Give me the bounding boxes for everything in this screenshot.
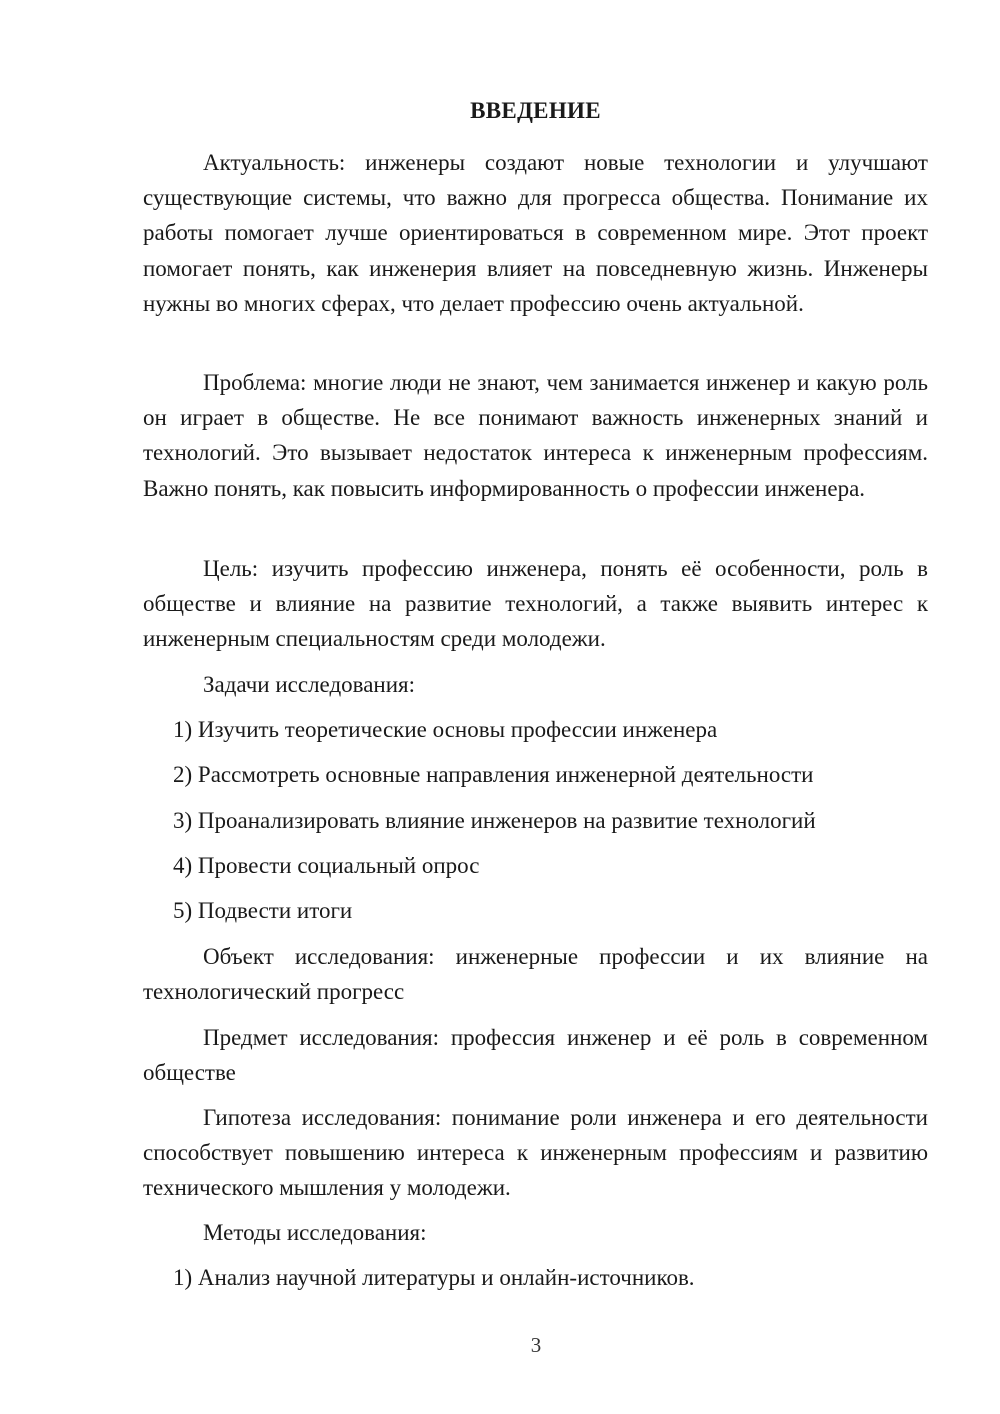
object-block	[143, 939, 928, 1009]
methods-heading: Методы исследования:	[203, 1220, 427, 1245]
problem-block	[143, 365, 928, 506]
tasks-heading-block	[143, 667, 928, 702]
problem-paragraph: Проблема: многие люди не знают, чем занимается инженер и какую роль он играет в обществе. Не все понимают важность инженерных знаний и технологий. Это вызывает недостаток интереса к инженерным профессиям. Важно понять, как повысить информированность о профессии инженера.	[143, 370, 928, 501]
goal-paragraph: Цель: изучить профессию инженера, понять её особенности, роль в обществе и влияние на развитие технологий, а также выявить интерес к инженерным специальностям среди молодежи.	[143, 556, 928, 652]
method-1-block	[143, 1260, 928, 1295]
methods-heading-block	[143, 1215, 928, 1250]
task-1-block	[143, 712, 928, 747]
tasks-heading: Задачи исследования:	[203, 672, 416, 697]
page-number: 3	[530, 1333, 542, 1357]
subject-block	[143, 1020, 928, 1090]
task-item: 5) Подвести итоги	[173, 898, 353, 923]
task-2-block	[143, 757, 928, 792]
object-paragraph: Объект исследования: инженерные профессии и их влияние на технологический прогресс	[143, 944, 928, 1005]
task-item: 3) Проанализировать влияние инженеров на развитие технологий	[173, 808, 816, 833]
subject-paragraph: Предмет исследования: профессия инженер и её роль в современном обществе	[143, 1025, 928, 1086]
relevance-block	[143, 145, 928, 321]
task-5-block	[143, 893, 928, 928]
task-4-block	[143, 848, 928, 883]
task-item: 1) Изучить теоретические основы профессии инженера	[173, 717, 718, 742]
hypothesis-block	[143, 1100, 928, 1206]
page-title: ВВЕДЕНИЕ	[470, 98, 601, 123]
task-item: 2) Рассмотреть основные направления инженерной деятельности	[173, 762, 814, 787]
hypothesis-paragraph: Гипотеза исследования: понимание роли инженера и его деятельности способствует повышению интереса к инженерным профессиям и развитию технического мышления у молодежи.	[143, 1105, 928, 1201]
task-3-block	[143, 803, 928, 838]
method-item: 1) Анализ научной литературы и онлайн-источников.	[173, 1265, 695, 1290]
task-item: 4) Провести социальный опрос	[173, 853, 480, 878]
relevance-paragraph: Актуальность: инженеры создают новые технологии и улучшают существующие системы, что важно для прогресса общества. Понимание их работы помогает лучше ориентироваться в современном мире. Этот проект помогает понять, как инженерия влияет на повседневную жизнь. Инженеры нужны во многих сферах, что делает профессию очень актуальной.	[143, 150, 928, 316]
goal-block	[143, 551, 928, 657]
